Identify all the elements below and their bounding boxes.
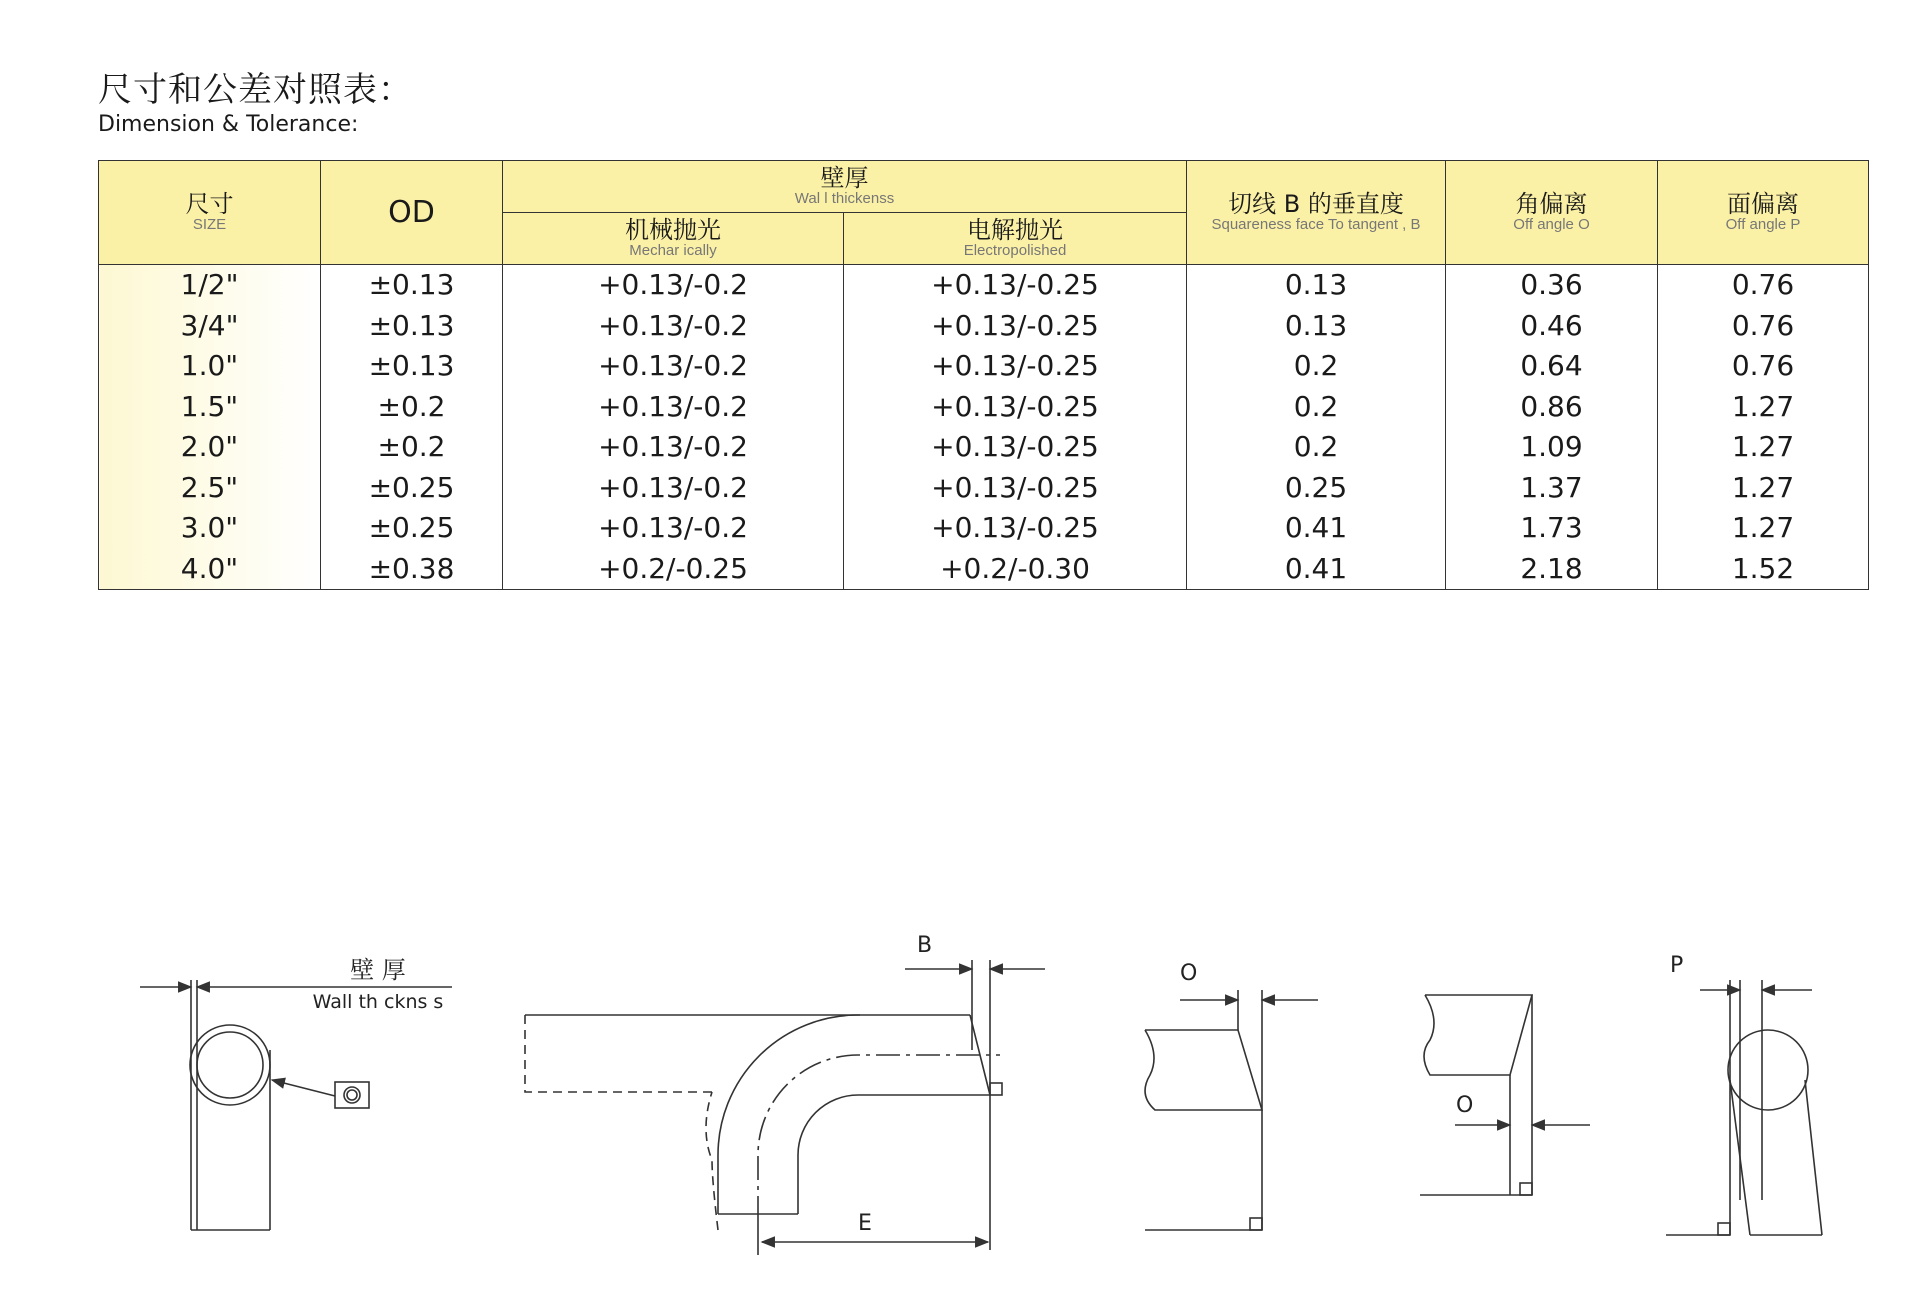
cell-off-plane: 1.27 bbox=[1658, 468, 1869, 509]
cell-size: 2.5" bbox=[99, 468, 321, 509]
cell-od: ±0.25 bbox=[321, 468, 503, 509]
table-body bbox=[99, 265, 1869, 590]
cell-squareness: 0.13 bbox=[1187, 265, 1446, 306]
cell-size: 2.0" bbox=[99, 427, 321, 468]
cell-mechanical: +0.13/-0.2 bbox=[503, 468, 844, 509]
label-o-2: O bbox=[1456, 1093, 1474, 1118]
header-angle-cn: 角偏离 bbox=[1515, 190, 1588, 219]
cell-off-angle: 0.86 bbox=[1446, 387, 1658, 428]
table-row bbox=[99, 468, 1869, 509]
cell-squareness: 0.2 bbox=[1187, 427, 1446, 468]
off-angle-diagram-1 bbox=[1145, 961, 1318, 1230]
cell-electropolished: +0.2/-0.30 bbox=[844, 549, 1187, 590]
cell-squareness: 0.2 bbox=[1187, 346, 1446, 387]
header-square-cn: 切线 B 的垂直度 bbox=[1228, 190, 1404, 219]
cell-od: ±0.38 bbox=[321, 549, 503, 590]
bend-diagram bbox=[525, 933, 1045, 1255]
cell-off-plane: 0.76 bbox=[1658, 265, 1869, 306]
off-plane-diagram bbox=[1666, 953, 1822, 1235]
cell-od: ±0.2 bbox=[321, 427, 503, 468]
cell-squareness: 0.41 bbox=[1187, 508, 1446, 549]
cell-squareness: 0.41 bbox=[1187, 549, 1446, 590]
cell-mechanical: +0.2/-0.25 bbox=[503, 549, 844, 590]
header-square-en: Squareness face To tangent , B bbox=[1211, 216, 1421, 234]
cell-mechanical: +0.13/-0.2 bbox=[503, 387, 844, 428]
cell-squareness: 0.25 bbox=[1187, 468, 1446, 509]
cell-electropolished: +0.13/-0.25 bbox=[844, 427, 1187, 468]
cell-electropolished: +0.13/-0.25 bbox=[844, 306, 1187, 347]
header-squareness bbox=[1187, 161, 1446, 265]
cell-off-angle: 1.73 bbox=[1446, 508, 1658, 549]
cell-off-plane: 1.27 bbox=[1658, 508, 1869, 549]
header-angle-en: Off angle O bbox=[1513, 216, 1590, 234]
tolerance-diagrams bbox=[0, 900, 1920, 1289]
table-row bbox=[99, 387, 1869, 428]
header-elec-cn: 电解抛光 bbox=[967, 216, 1063, 245]
cell-size: 1.5" bbox=[99, 387, 321, 428]
cell-size: 3/4" bbox=[99, 306, 321, 347]
cell-od: ±0.13 bbox=[321, 265, 503, 306]
header-mech-en: Mechar ically bbox=[629, 242, 717, 260]
cell-od: ±0.13 bbox=[321, 346, 503, 387]
cell-electropolished: +0.13/-0.25 bbox=[844, 265, 1187, 306]
cell-mechanical: +0.13/-0.2 bbox=[503, 346, 844, 387]
cell-off-plane: 1.27 bbox=[1658, 427, 1869, 468]
cell-off-angle: 1.37 bbox=[1446, 468, 1658, 509]
cell-mechanical: +0.13/-0.2 bbox=[503, 265, 844, 306]
header-off-angle bbox=[1446, 161, 1658, 265]
header-od-label: OD bbox=[388, 194, 435, 230]
cell-off-plane: 1.52 bbox=[1658, 549, 1869, 590]
page-title: 尺寸和公差对照表： bbox=[98, 70, 413, 110]
table-row bbox=[99, 549, 1869, 590]
table-row bbox=[99, 265, 1869, 306]
table-row bbox=[99, 508, 1869, 549]
header-mech-cn: 机械抛光 bbox=[625, 216, 721, 245]
header-face-en: Off angle P bbox=[1725, 216, 1801, 234]
label-b: B bbox=[917, 933, 933, 958]
off-angle-diagram-2 bbox=[1420, 995, 1590, 1195]
cell-od: ±0.25 bbox=[321, 508, 503, 549]
cell-squareness: 0.2 bbox=[1187, 387, 1446, 428]
table-row bbox=[99, 306, 1869, 347]
label-e: E bbox=[858, 1211, 872, 1236]
tolerance-table bbox=[98, 160, 1869, 590]
cell-od: ±0.13 bbox=[321, 306, 503, 347]
cell-od: ±0.2 bbox=[321, 387, 503, 428]
cell-electropolished: +0.13/-0.25 bbox=[844, 387, 1187, 428]
cell-off-angle: 0.46 bbox=[1446, 306, 1658, 347]
cell-off-angle: 0.64 bbox=[1446, 346, 1658, 387]
wall-en-label: Wall th ckns s bbox=[312, 991, 444, 1013]
cell-off-angle: 0.36 bbox=[1446, 265, 1658, 306]
header-od bbox=[321, 161, 503, 265]
cell-off-plane: 0.76 bbox=[1658, 346, 1869, 387]
page-subtitle: Dimension & Tolerance: bbox=[98, 112, 359, 137]
cell-off-angle: 2.18 bbox=[1446, 549, 1658, 590]
cell-off-plane: 0.76 bbox=[1658, 306, 1869, 347]
cell-mechanical: +0.13/-0.2 bbox=[503, 508, 844, 549]
header-electropolished bbox=[844, 213, 1187, 265]
header-off-plane bbox=[1658, 161, 1869, 265]
table-row bbox=[99, 427, 1869, 468]
cell-electropolished: +0.13/-0.25 bbox=[844, 346, 1187, 387]
cell-size: 4.0" bbox=[99, 549, 321, 590]
header-size-en: SIZE bbox=[192, 216, 227, 234]
wall-cn-label: 壁 厚 bbox=[350, 956, 406, 984]
header-size-cn: 尺寸 bbox=[185, 190, 234, 219]
wall-thickness-diagram bbox=[140, 956, 452, 1230]
label-p: P bbox=[1670, 953, 1684, 978]
cell-size: 3.0" bbox=[99, 508, 321, 549]
header-wall-thickness bbox=[503, 161, 1187, 213]
cell-electropolished: +0.13/-0.25 bbox=[844, 508, 1187, 549]
header-elec-en: Electropolished bbox=[963, 242, 1067, 260]
header-wall-cn: 壁厚 bbox=[820, 164, 869, 193]
header-mechanical bbox=[503, 213, 844, 265]
cell-size: 1.0" bbox=[99, 346, 321, 387]
table-row bbox=[99, 346, 1869, 387]
header-face-cn: 面偏离 bbox=[1727, 190, 1800, 219]
label-o-1: O bbox=[1180, 961, 1198, 986]
header-size bbox=[99, 161, 321, 265]
cell-squareness: 0.13 bbox=[1187, 306, 1446, 347]
cell-mechanical: +0.13/-0.2 bbox=[503, 306, 844, 347]
cell-mechanical: +0.13/-0.2 bbox=[503, 427, 844, 468]
cell-size: 1/2" bbox=[99, 265, 321, 306]
cell-off-angle: 1.09 bbox=[1446, 427, 1658, 468]
header-wall-en: Wal l thickenss bbox=[794, 190, 895, 208]
cell-off-plane: 1.27 bbox=[1658, 387, 1869, 428]
cell-electropolished: +0.13/-0.25 bbox=[844, 468, 1187, 509]
